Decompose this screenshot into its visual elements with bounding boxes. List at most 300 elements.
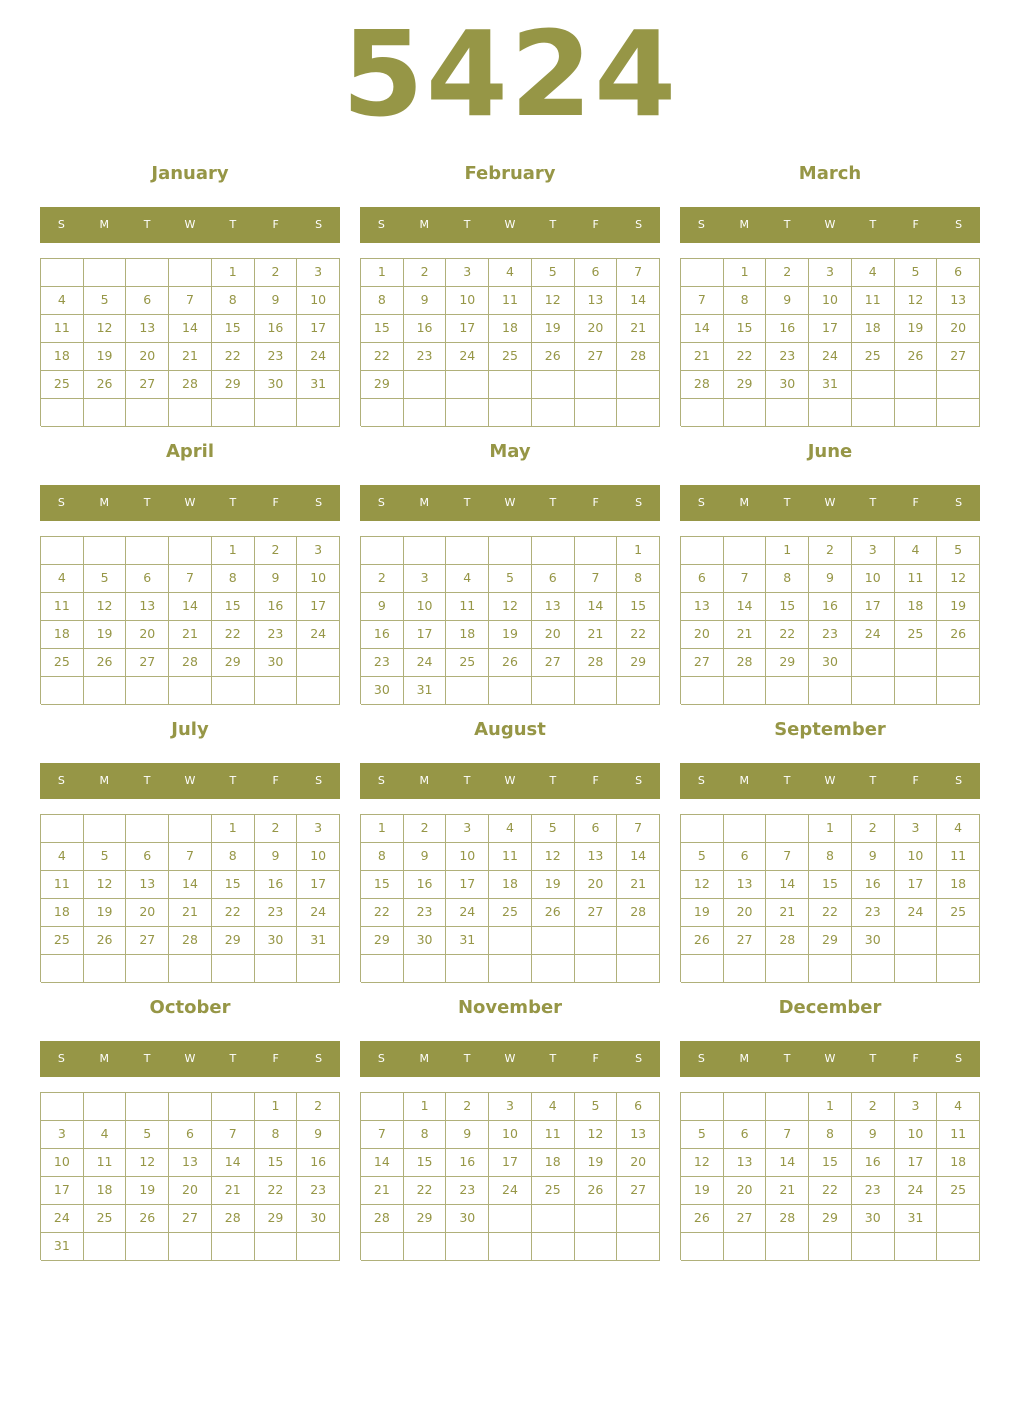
day-cell: 17 (852, 593, 895, 621)
day-cell: 31 (297, 927, 340, 955)
day-cell: 19 (84, 343, 127, 371)
day-cell: 30 (255, 927, 298, 955)
weekday-label: M (99, 496, 110, 509)
empty-day-cell (255, 677, 298, 705)
day-cell: 29 (255, 1205, 298, 1233)
day-cell: 5 (489, 565, 532, 593)
day-cell: 28 (617, 899, 660, 927)
day-cell: 13 (724, 1149, 767, 1177)
day-cell: 18 (532, 1149, 575, 1177)
day-cell: 25 (489, 343, 532, 371)
day-cell: 28 (169, 371, 212, 399)
day-cell: 12 (532, 287, 575, 315)
empty-day-cell (937, 1233, 980, 1261)
weekday-header (40, 207, 340, 243)
day-cell: 17 (297, 871, 340, 899)
weekday-label: T (229, 774, 237, 787)
weekday-label: M (419, 496, 430, 509)
day-cell: 10 (809, 287, 852, 315)
empty-day-cell (126, 399, 169, 427)
day-cell: 9 (255, 287, 298, 315)
empty-day-cell (297, 649, 340, 677)
day-cell: 5 (126, 1121, 169, 1149)
weekday-header (360, 207, 660, 243)
empty-day-cell (212, 399, 255, 427)
empty-day-cell (361, 399, 404, 427)
day-cell: 28 (766, 927, 809, 955)
day-cell: 1 (212, 537, 255, 565)
day-cell: 2 (404, 259, 447, 287)
day-cell: 17 (809, 315, 852, 343)
day-cell: 17 (297, 315, 340, 343)
day-cell: 22 (361, 343, 404, 371)
day-cell: 4 (937, 815, 980, 843)
empty-day-cell (41, 399, 84, 427)
day-cell: 29 (766, 649, 809, 677)
empty-day-cell (404, 371, 447, 399)
empty-day-cell (126, 1093, 169, 1121)
weekday-label: T (869, 496, 877, 509)
weekday-label: S (955, 774, 963, 787)
day-cell: 17 (489, 1149, 532, 1177)
weekday-label: T (869, 774, 877, 787)
weekday-label: T (549, 1052, 557, 1065)
day-cell: 21 (575, 621, 618, 649)
day-cell: 28 (766, 1205, 809, 1233)
day-cell: 1 (766, 537, 809, 565)
day-cell: 20 (617, 1149, 660, 1177)
month-title: November (457, 997, 563, 1018)
day-cell: 31 (41, 1233, 84, 1261)
day-cell: 7 (169, 287, 212, 315)
empty-day-cell (895, 371, 938, 399)
day-cell: 3 (297, 259, 340, 287)
day-cell: 7 (617, 259, 660, 287)
day-cell: 29 (361, 927, 404, 955)
empty-day-cell (169, 537, 212, 565)
weekday-label: T (869, 218, 877, 231)
day-cell: 17 (895, 1149, 938, 1177)
empty-day-cell (681, 1233, 724, 1261)
day-cell: 7 (169, 565, 212, 593)
month-may (360, 440, 660, 710)
day-cell: 20 (169, 1177, 212, 1205)
weekday-label: M (739, 218, 750, 231)
empty-day-cell (169, 677, 212, 705)
day-cell: 23 (766, 343, 809, 371)
day-cell: 20 (575, 871, 618, 899)
day-cell: 3 (446, 259, 489, 287)
month-title: September (774, 719, 886, 740)
empty-day-cell (489, 955, 532, 983)
empty-day-cell (126, 815, 169, 843)
day-cell: 30 (446, 1205, 489, 1233)
day-cell: 23 (361, 649, 404, 677)
weekday-label: S (697, 496, 705, 509)
weekday-label: S (697, 1052, 705, 1065)
day-cell: 19 (937, 593, 980, 621)
day-cell: 12 (681, 1149, 724, 1177)
day-cell: 10 (41, 1149, 84, 1177)
day-cell: 30 (809, 649, 852, 677)
empty-day-cell (575, 1205, 618, 1233)
empty-day-cell (169, 1233, 212, 1261)
weekday-label: W (504, 774, 516, 787)
day-cell: 11 (852, 287, 895, 315)
day-cell: 14 (617, 287, 660, 315)
day-cell: 13 (937, 287, 980, 315)
day-cell: 1 (212, 259, 255, 287)
day-cell: 13 (126, 315, 169, 343)
day-cell: 21 (617, 315, 660, 343)
empty-day-cell (84, 815, 127, 843)
day-cell: 10 (895, 1121, 938, 1149)
day-cell: 26 (84, 927, 127, 955)
empty-day-cell (937, 371, 980, 399)
day-cell: 13 (575, 843, 618, 871)
empty-day-cell (489, 371, 532, 399)
day-cell: 28 (575, 649, 618, 677)
empty-day-cell (766, 955, 809, 983)
weekday-label: T (229, 496, 237, 509)
day-cell: 21 (617, 871, 660, 899)
day-cell: 23 (809, 621, 852, 649)
empty-day-cell (446, 955, 489, 983)
day-cell: 16 (852, 871, 895, 899)
month-september (680, 718, 980, 988)
day-cell: 7 (169, 843, 212, 871)
empty-day-cell (724, 537, 767, 565)
month-title: January (151, 163, 229, 184)
weekday-header (360, 485, 660, 521)
day-cell: 19 (895, 315, 938, 343)
day-cell: 15 (361, 871, 404, 899)
empty-day-cell (766, 399, 809, 427)
empty-day-cell (255, 955, 298, 983)
month-title: December (778, 997, 882, 1018)
day-grid (680, 814, 980, 982)
weekday-label: S (635, 218, 643, 231)
day-cell: 11 (41, 593, 84, 621)
empty-day-cell (297, 399, 340, 427)
empty-day-cell (255, 399, 298, 427)
day-cell: 8 (809, 1121, 852, 1149)
day-cell: 29 (361, 371, 404, 399)
empty-day-cell (724, 399, 767, 427)
month-october (40, 996, 340, 1266)
empty-day-cell (532, 371, 575, 399)
day-cell: 21 (724, 621, 767, 649)
day-cell: 2 (852, 1093, 895, 1121)
day-cell: 23 (255, 899, 298, 927)
day-cell: 30 (255, 371, 298, 399)
empty-day-cell (895, 677, 938, 705)
day-cell: 14 (361, 1149, 404, 1177)
day-cell: 6 (937, 259, 980, 287)
day-cell: 5 (575, 1093, 618, 1121)
empty-day-cell (212, 677, 255, 705)
day-cell: 12 (84, 871, 127, 899)
day-grid (360, 536, 660, 704)
weekday-label: T (229, 218, 237, 231)
weekday-label: F (912, 1052, 919, 1065)
weekday-label: S (57, 496, 65, 509)
weekday-label: S (315, 774, 323, 787)
empty-day-cell (532, 1233, 575, 1261)
day-cell: 9 (404, 843, 447, 871)
day-cell: 12 (937, 565, 980, 593)
day-cell: 6 (724, 1121, 767, 1149)
day-cell: 27 (126, 649, 169, 677)
day-cell: 1 (809, 815, 852, 843)
day-grid (360, 814, 660, 982)
empty-day-cell (297, 677, 340, 705)
weekday-label: F (272, 774, 279, 787)
day-cell: 17 (895, 871, 938, 899)
day-cell: 3 (41, 1121, 84, 1149)
day-cell: 20 (724, 1177, 767, 1205)
day-cell: 3 (446, 815, 489, 843)
day-cell: 25 (852, 343, 895, 371)
day-cell: 22 (212, 343, 255, 371)
day-cell: 6 (575, 259, 618, 287)
empty-day-cell (852, 371, 895, 399)
empty-day-cell (84, 677, 127, 705)
day-cell: 19 (489, 621, 532, 649)
empty-day-cell (575, 955, 618, 983)
day-cell: 9 (297, 1121, 340, 1149)
day-cell: 6 (169, 1121, 212, 1149)
empty-day-cell (766, 815, 809, 843)
day-grid (680, 1092, 980, 1260)
empty-day-cell (724, 1093, 767, 1121)
day-cell: 28 (361, 1205, 404, 1233)
month-title: July (171, 719, 209, 740)
day-grid (40, 814, 340, 982)
weekday-label: S (315, 496, 323, 509)
weekday-label: W (824, 1052, 836, 1065)
day-cell: 8 (212, 287, 255, 315)
day-cell: 24 (297, 343, 340, 371)
weekday-label: F (272, 1052, 279, 1065)
weekday-label: W (504, 218, 516, 231)
day-cell: 1 (361, 815, 404, 843)
day-grid (360, 1092, 660, 1260)
empty-day-cell (169, 955, 212, 983)
month-january (40, 162, 340, 432)
day-cell: 19 (575, 1149, 618, 1177)
empty-day-cell (937, 1205, 980, 1233)
empty-day-cell (404, 1233, 447, 1261)
weekday-header (40, 485, 340, 521)
day-cell: 10 (404, 593, 447, 621)
empty-day-cell (41, 1093, 84, 1121)
day-cell: 19 (532, 871, 575, 899)
day-cell: 4 (852, 259, 895, 287)
empty-day-cell (489, 1233, 532, 1261)
empty-day-cell (809, 677, 852, 705)
month-november (360, 996, 660, 1266)
day-cell: 23 (404, 343, 447, 371)
empty-day-cell (41, 815, 84, 843)
empty-day-cell (84, 399, 127, 427)
empty-day-cell (489, 927, 532, 955)
day-cell: 6 (532, 565, 575, 593)
month-title: August (474, 719, 546, 740)
empty-day-cell (937, 399, 980, 427)
day-cell: 31 (446, 927, 489, 955)
empty-day-cell (809, 955, 852, 983)
day-cell: 3 (852, 537, 895, 565)
day-cell: 11 (895, 565, 938, 593)
weekday-label: W (504, 1052, 516, 1065)
day-cell: 10 (895, 843, 938, 871)
empty-day-cell (617, 927, 660, 955)
day-cell: 20 (126, 621, 169, 649)
day-cell: 16 (404, 315, 447, 343)
month-title: October (149, 997, 231, 1018)
day-cell: 27 (126, 371, 169, 399)
day-cell: 16 (766, 315, 809, 343)
day-cell: 18 (446, 621, 489, 649)
weekday-label: W (504, 496, 516, 509)
day-cell: 4 (489, 259, 532, 287)
weekday-label: S (57, 774, 65, 787)
weekday-label: T (463, 496, 471, 509)
day-cell: 11 (937, 843, 980, 871)
empty-day-cell (361, 955, 404, 983)
day-cell: 28 (617, 343, 660, 371)
day-cell: 1 (255, 1093, 298, 1121)
weekday-label: T (143, 496, 151, 509)
day-cell: 15 (766, 593, 809, 621)
weekday-label: W (824, 774, 836, 787)
day-cell: 12 (489, 593, 532, 621)
day-cell: 24 (895, 899, 938, 927)
empty-day-cell (937, 927, 980, 955)
empty-day-cell (617, 1233, 660, 1261)
day-cell: 11 (41, 315, 84, 343)
day-cell: 5 (681, 1121, 724, 1149)
day-cell: 29 (617, 649, 660, 677)
day-cell: 21 (169, 899, 212, 927)
day-cell: 26 (575, 1177, 618, 1205)
empty-day-cell (41, 955, 84, 983)
month-title: June (807, 441, 853, 462)
weekday-header (40, 1041, 340, 1077)
day-cell: 19 (532, 315, 575, 343)
day-cell: 4 (446, 565, 489, 593)
day-cell: 7 (617, 815, 660, 843)
weekday-label: W (824, 496, 836, 509)
weekday-header (360, 763, 660, 799)
day-cell: 15 (724, 315, 767, 343)
day-cell: 26 (532, 899, 575, 927)
day-cell: 26 (532, 343, 575, 371)
day-cell: 30 (255, 649, 298, 677)
empty-day-cell (361, 537, 404, 565)
day-cell: 10 (489, 1121, 532, 1149)
day-cell: 3 (895, 1093, 938, 1121)
day-cell: 22 (255, 1177, 298, 1205)
day-cell: 7 (681, 287, 724, 315)
empty-day-cell (681, 537, 724, 565)
day-cell: 23 (852, 899, 895, 927)
day-cell: 25 (937, 1177, 980, 1205)
day-cell: 9 (404, 287, 447, 315)
day-cell: 27 (575, 899, 618, 927)
day-cell: 27 (126, 927, 169, 955)
day-cell: 22 (361, 899, 404, 927)
day-cell: 3 (895, 815, 938, 843)
empty-day-cell (766, 677, 809, 705)
weekday-label: M (739, 496, 750, 509)
empty-day-cell (41, 537, 84, 565)
day-cell: 25 (41, 649, 84, 677)
weekday-label: S (635, 1052, 643, 1065)
day-cell: 30 (852, 1205, 895, 1233)
day-cell: 3 (297, 537, 340, 565)
day-cell: 13 (126, 593, 169, 621)
day-cell: 18 (41, 621, 84, 649)
day-cell: 7 (766, 1121, 809, 1149)
day-cell: 17 (41, 1177, 84, 1205)
day-cell: 29 (809, 1205, 852, 1233)
day-cell: 22 (724, 343, 767, 371)
empty-day-cell (617, 677, 660, 705)
weekday-label: S (635, 496, 643, 509)
empty-day-cell (852, 399, 895, 427)
empty-day-cell (126, 1233, 169, 1261)
empty-day-cell (169, 259, 212, 287)
empty-day-cell (446, 371, 489, 399)
weekday-label: T (783, 496, 791, 509)
empty-day-cell (532, 537, 575, 565)
empty-day-cell (937, 955, 980, 983)
day-cell: 13 (724, 871, 767, 899)
day-cell: 15 (404, 1149, 447, 1177)
day-cell: 21 (169, 621, 212, 649)
weekday-label: W (824, 218, 836, 231)
day-cell: 19 (681, 1177, 724, 1205)
weekday-label: S (377, 774, 385, 787)
empty-day-cell (852, 649, 895, 677)
day-grid (680, 258, 980, 426)
day-cell: 11 (446, 593, 489, 621)
day-cell: 8 (361, 287, 404, 315)
day-cell: 14 (681, 315, 724, 343)
empty-day-cell (489, 1205, 532, 1233)
day-cell: 27 (681, 649, 724, 677)
empty-day-cell (895, 399, 938, 427)
empty-day-cell (212, 1233, 255, 1261)
day-cell: 9 (766, 287, 809, 315)
day-cell: 9 (361, 593, 404, 621)
empty-day-cell (681, 1093, 724, 1121)
day-cell: 4 (895, 537, 938, 565)
day-cell: 29 (809, 927, 852, 955)
empty-day-cell (852, 1233, 895, 1261)
day-cell: 25 (41, 927, 84, 955)
day-cell: 22 (212, 621, 255, 649)
day-cell: 5 (532, 815, 575, 843)
day-cell: 12 (126, 1149, 169, 1177)
day-cell: 12 (681, 871, 724, 899)
weekday-label: M (99, 774, 110, 787)
day-cell: 13 (575, 287, 618, 315)
weekday-label: T (463, 1052, 471, 1065)
day-cell: 24 (489, 1177, 532, 1205)
